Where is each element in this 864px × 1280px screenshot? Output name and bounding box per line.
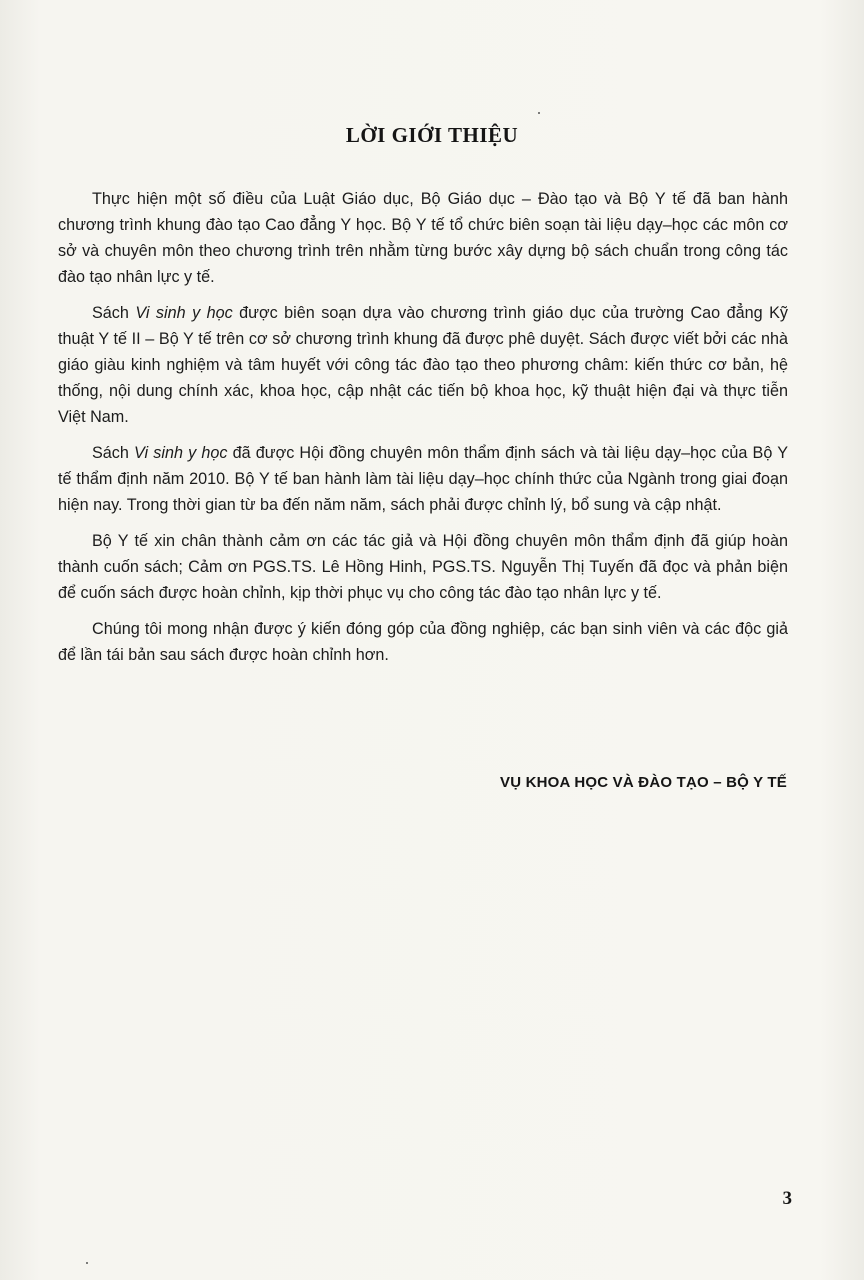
page-number: 3 — [782, 1188, 792, 1209]
signature-line: VỤ KHOA HỌC VÀ ĐÀO TẠO – BỘ Y TẾ — [500, 774, 787, 791]
paper-speck — [538, 112, 540, 114]
paragraph-1: Thực hiện một số điều của Luật Giáo dục, Bộ Giáo dục – Đào tạo và Bộ Y tế đã ban hành chương trình khung đào tạo Cao đẳng Y học. Bộ Y tế tổ chức biên soạn tài liệu dạy–học các môn cơ sở và chuyên môn theo chương trình trên nhằm từng bước xây dựng bộ sách chuẩn trong công tác đào tạo nhân lực y tế. — [58, 190, 788, 286]
introduction-body — [58, 186, 788, 678]
paragraph-3: Sách Vi sinh y học đã được Hội đồng chuyên môn thẩm định sách và tài liệu dạy–học của Bộ Y tế thẩm định năm 2010. Bộ Y tế ban hành làm tài liệu dạy–học chính thức của Ngành trong giai đoạn hiện nay. Trong thời gian từ ba đến năm năm, sách phải được chỉnh lý, bổ sung và cập nhật. — [58, 444, 788, 514]
paper-speck — [86, 1262, 88, 1264]
paragraph-2: Sách Vi sinh y học được biên soạn dựa vào chương trình giáo dục của trường Cao đẳng Kỹ thuật Y tế II – Bộ Y tế trên cơ sở chương trình khung đã được phê duyệt. Sách được viết bởi các nhà giáo giàu kinh nghiệm và tâm huyết với công tác đào tạo theo phương châm: kiến thức cơ bản, hệ thống, nội dung chính xác, khoa học, cập nhật các tiến bộ khoa học, kỹ thuật hiện đại và thực tiễn Việt Nam. — [58, 304, 788, 426]
paragraph-5: Chúng tôi mong nhận được ý kiến đóng góp của đồng nghiệp, các bạn sinh viên và các độc giả để lần tái bản sau sách được hoàn chỉnh hơn. — [58, 620, 788, 664]
book-title-italic: Vi sinh y học — [134, 444, 228, 462]
book-title-italic: Vi sinh y học — [135, 304, 233, 322]
page-title: LỜI GIỚI THIỆU — [345, 123, 519, 147]
paragraph-4: Bộ Y tế xin chân thành cảm ơn các tác giả và Hội đồng chuyên môn thẩm định đã giúp hoàn thành cuốn sách; Cảm ơn PGS.TS. Lê Hồng Hinh, PGS.TS. Nguyễn Thị Tuyến đã đọc và phản biện để cuốn sách được hoàn chỉnh, kịp thời phục vụ cho công tác đào tạo nhân lực y tế. — [58, 532, 788, 602]
